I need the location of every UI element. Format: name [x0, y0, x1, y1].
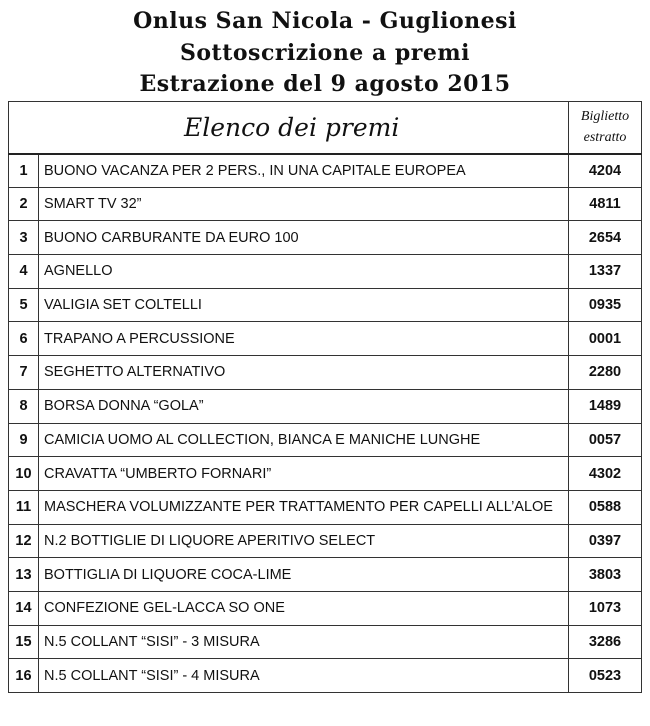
prize-name: N.5 COLLANT “SISI” - 3 MISURA: [39, 625, 569, 659]
table-row: [9, 288, 642, 322]
prize-name: CAMICIA UOMO AL COLLECTION, BIANCA E MANICHE LUNGHE: [39, 423, 569, 457]
prize-number: 15: [9, 625, 39, 659]
table-row: [9, 356, 642, 390]
winning-ticket: 2654: [569, 221, 642, 255]
prize-name: N.5 COLLANT “SISI” - 4 MISURA: [39, 659, 569, 693]
prize-name: SMART TV 32”: [39, 187, 569, 221]
prize-name: BORSA DONNA “GOLA”: [39, 389, 569, 423]
prize-number: 9: [9, 423, 39, 457]
prize-name: N.2 BOTTIGLIE DI LIQUORE APERITIVO SELECT: [39, 524, 569, 558]
prize-rows: [9, 154, 642, 693]
winning-ticket: 2280: [569, 356, 642, 390]
winning-ticket: 4811: [569, 187, 642, 221]
prize-number: 4: [9, 255, 39, 289]
prize-number: 1: [9, 154, 39, 188]
winning-ticket: 3803: [569, 558, 642, 592]
prize-name: TRAPANO A PERCUSSIONE: [39, 322, 569, 356]
prize-name: AGNELLO: [39, 255, 569, 289]
prize-number: 7: [9, 356, 39, 390]
organization-title: Onlus San Nicola - Guglionesi: [133, 8, 517, 34]
raffle-subtitle: Sottoscrizione a premi: [180, 40, 470, 66]
prize-name: MASCHERA VOLUMIZZANTE PER TRATTAMENTO PER CAPELLI ALL’ALOE: [39, 490, 569, 524]
prize-number: 12: [9, 524, 39, 558]
prize-number: 10: [9, 457, 39, 491]
table-row: [9, 558, 642, 592]
winning-ticket: 4204: [569, 154, 642, 188]
prize-number: 16: [9, 659, 39, 693]
prize-number: 5: [9, 288, 39, 322]
prize-list-title: Elenco dei premi: [9, 102, 569, 154]
prize-number: 6: [9, 322, 39, 356]
prize-number: 8: [9, 389, 39, 423]
table-row: [9, 154, 642, 188]
prize-number: 14: [9, 591, 39, 625]
ticket-header-line2: estratto: [583, 130, 627, 146]
winning-ticket: 0523: [569, 659, 642, 693]
ticket-header-line1: Biglietto: [580, 109, 630, 125]
prize-number: 13: [9, 558, 39, 592]
winning-ticket: 1489: [569, 389, 642, 423]
table-row: [9, 490, 642, 524]
table-row: [9, 221, 642, 255]
prize-name: SEGHETTO ALTERNATIVO: [39, 356, 569, 390]
prize-table: [8, 101, 642, 693]
winning-ticket: 3286: [569, 625, 642, 659]
winning-ticket: 1073: [569, 591, 642, 625]
prize-name: VALIGIA SET COLTELLI: [39, 288, 569, 322]
table-row: [9, 457, 642, 491]
table-row: [9, 389, 642, 423]
table-row: [9, 423, 642, 457]
prize-name: CRAVATTA “UMBERTO FORNARI”: [39, 457, 569, 491]
ticket-column-header: [569, 102, 642, 154]
table-row: [9, 591, 642, 625]
winning-ticket: 4302: [569, 457, 642, 491]
draw-date-title: Estrazione del 9 agosto 2015: [139, 71, 511, 97]
table-header-row: [9, 102, 642, 154]
prize-name: CONFEZIONE GEL-LACCA SO ONE: [39, 591, 569, 625]
table-row: [9, 625, 642, 659]
table-row: [9, 255, 642, 289]
prize-number: 11: [9, 490, 39, 524]
winning-ticket: 0001: [569, 322, 642, 356]
table-row: [9, 187, 642, 221]
prize-number: 2: [9, 187, 39, 221]
winning-ticket: 0935: [569, 288, 642, 322]
prize-name: BOTTIGLIA DI LIQUORE COCA-LIME: [39, 558, 569, 592]
prize-name: BUONO CARBURANTE DA EURO 100: [39, 221, 569, 255]
winning-ticket: 0057: [569, 423, 642, 457]
prize-number: 3: [9, 221, 39, 255]
table-row: [9, 524, 642, 558]
winning-ticket: 1337: [569, 255, 642, 289]
prize-name: BUONO VACANZA PER 2 PERS., IN UNA CAPITALE EUROPEA: [39, 154, 569, 188]
table-row: [9, 322, 642, 356]
table-row: [9, 659, 642, 693]
winning-ticket: 0397: [569, 524, 642, 558]
winning-ticket: 0588: [569, 490, 642, 524]
